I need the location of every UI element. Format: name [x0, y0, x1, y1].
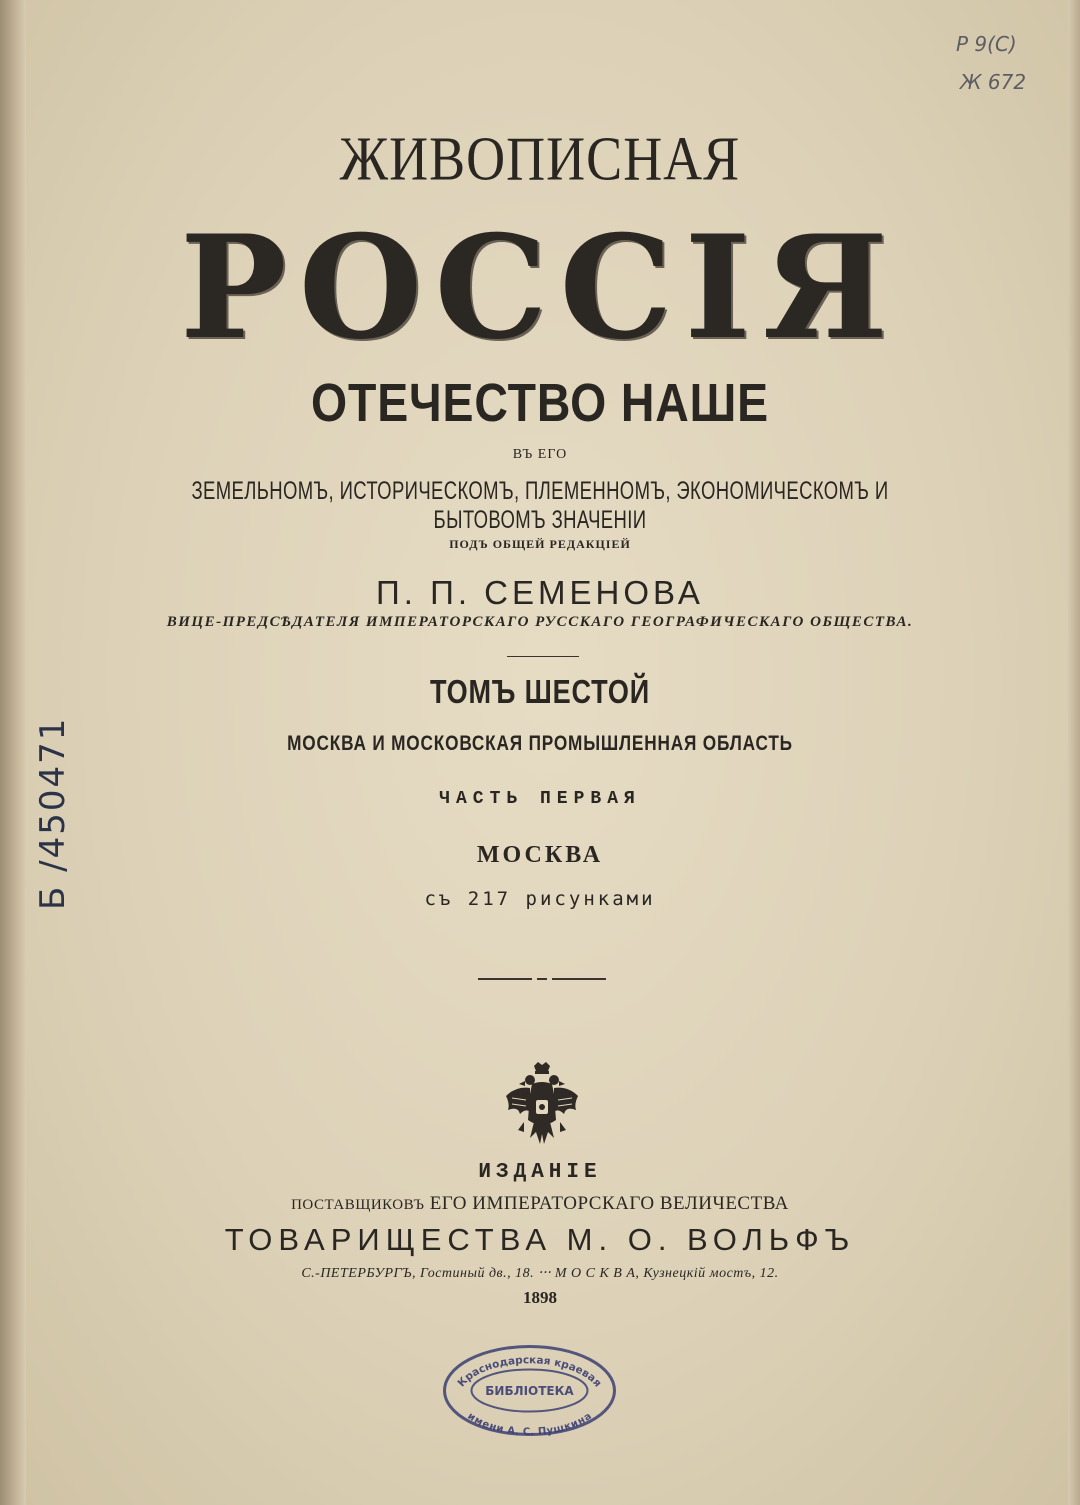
editor-title: ВИЦЕ-ПРЕДСѢДАТЕЛЯ ИМПЕРАТОРСКАГО РУССКАГО ГЕОГРАФИЧЕСКАГО ОБЩЕСТВА. [166, 614, 914, 630]
catalog-note-line-2: Ж 672 [960, 70, 1027, 94]
volume-label: ТОМЪ ШЕСТОЙ [430, 673, 650, 710]
volume-city: МОСКВА [476, 842, 604, 868]
stamp-outer-top: Краснодарская краевая [455, 1354, 604, 1390]
publication-year: 1898 [523, 1288, 557, 1307]
subtitle-meaning: ЗЕМЕЛЬНОМЪ, ИСТОРИЧЕСКОМЪ, ПЛЕМЕННОМЪ, ЭКОНОМИЧЕСКОМЪ И БЫТОВОМЪ ЗНАЧЕНІИ [191, 477, 889, 534]
publisher-edition: ИЗДАНІЕ [478, 1161, 602, 1184]
ornamental-divider [478, 978, 606, 980]
catalog-note-line-1: Р 9(С) [956, 32, 1017, 56]
suppliers-rest: ЕГО ИМПЕРАТОРСКАГО ВЕЛИЧЕСТВА [429, 1193, 789, 1214]
stamp-center: БИБЛІОТЕКА [485, 1384, 574, 1398]
publisher-company: ТОВАРИЩЕСТВА М. О. ВОЛЬФЪ [224, 1222, 856, 1257]
volume-part: ЧАСТЬ ПЕРВАЯ [439, 789, 641, 809]
title-line-2: РОССІЯ [179, 205, 901, 371]
shelfmark-text: Б /450471 [33, 716, 73, 910]
volume-illustrations: съ 217 рисунками [424, 888, 656, 910]
editor-name: П. П. СЕМЕНОВА [376, 574, 704, 611]
publisher-addresses: С.-ПЕТЕРБУРГЪ, Гостиный дв., 18. ⸱⸱⸱ М О С К В А, Кузнецкій мостъ, 12. [301, 1266, 779, 1281]
volume-region: МОСКВА И МОСКОВСКАЯ ПРОМЫШЛЕННАЯ ОБЛАСТЬ [287, 732, 793, 755]
title-line-3: ОТЕЧЕСТВО НАШЕ [310, 373, 769, 433]
subtitle-in-its: ВЪ ЕГО [512, 447, 568, 462]
suppliers-prefix: ПОСТАВЩИКОВЪ [291, 1197, 425, 1213]
handwritten-catalog-note [956, 32, 1046, 112]
publisher-suppliers [0, 1193, 1080, 1215]
editor-prefix: ПОДЪ ОБЩЕЙ РЕДАКЦІЕЙ [449, 537, 631, 551]
title-line-1: ЖИВОПИСНАЯ [339, 124, 741, 194]
stamp-outer-bottom: имени А. С. Пушкина [465, 1410, 594, 1438]
library-stamp [442, 1343, 617, 1438]
divider-rule [507, 656, 579, 657]
imperial-eagle-icon [504, 1060, 580, 1150]
handwritten-shelfmark [20, 715, 80, 915]
